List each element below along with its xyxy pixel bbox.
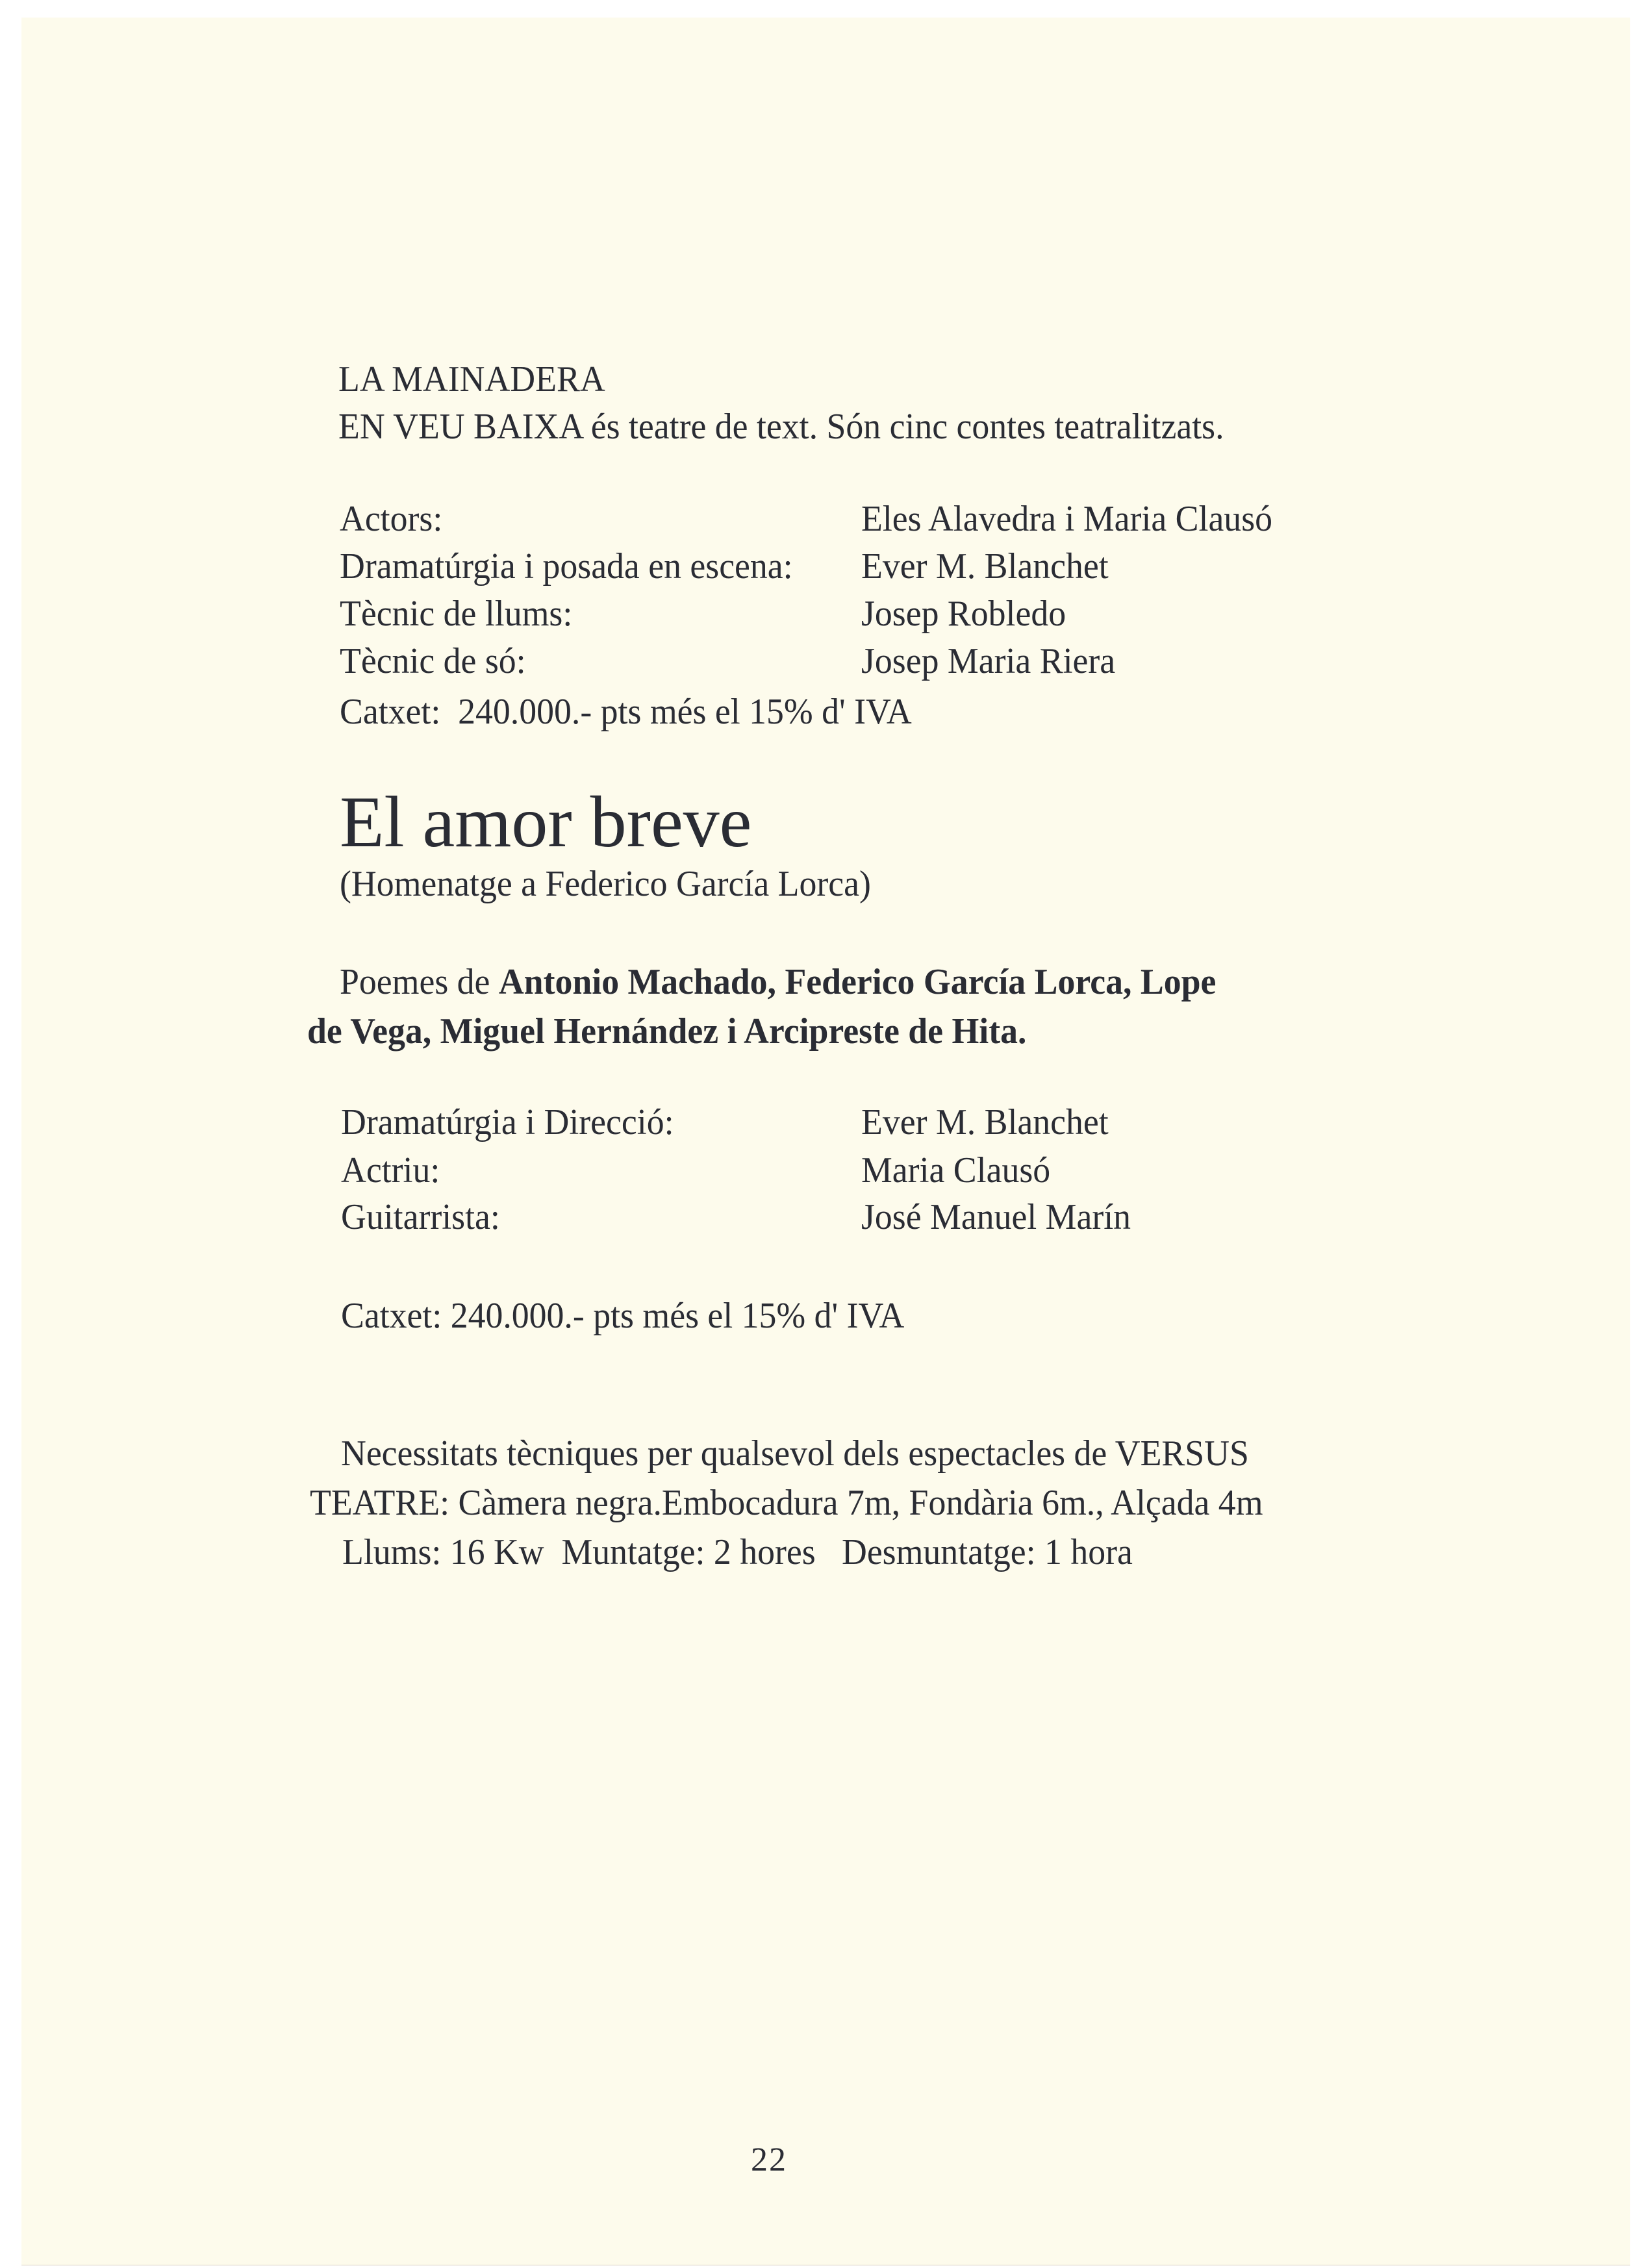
- poets-line-1: [340, 964, 1216, 1000]
- amor-breve-fee: Catxet: 240.000.- pts més el 15% d' IVA: [341, 1296, 905, 1336]
- poets-line-2: [307, 1013, 1026, 1050]
- credit-value-sound: Josep Maria Riera: [861, 641, 1116, 681]
- credit-label-direction: Dramatúrgia i Direcció:: [341, 1102, 674, 1142]
- credit-label-actors: Actors:: [340, 499, 443, 539]
- show-intro-line: [338, 409, 1224, 445]
- show-description: és teatre de text. Són cinc contes teatralitzats.: [590, 407, 1224, 447]
- credit-value-actors: Eles Alavedra i Maria Clausó: [861, 499, 1272, 539]
- company-heading: LA MAINADERA: [338, 359, 605, 399]
- page-number: 22: [751, 2141, 787, 2178]
- fee-line: [340, 694, 912, 730]
- fee-label: Catxet:: [340, 692, 441, 732]
- document-page: [21, 18, 1630, 2265]
- tech-line-3: Llums: 16 Kw Muntatge: 2 hores Desmuntatge: 1 hora: [342, 1532, 1133, 1572]
- credit-value-dramaturgy: Ever M. Blanchet: [861, 546, 1109, 586]
- tech-line-1: Necessitats tècniques per qualsevol dels espectacles de VERSUS: [341, 1433, 1249, 1474]
- credit-label-guitarist: Guitarrista:: [341, 1197, 500, 1237]
- credit-value-actress: Maria Clausó: [861, 1150, 1051, 1191]
- poets-names-2: de Vega, Miguel Hernández i Arcipreste de Hita.: [307, 1011, 1027, 1052]
- credit-value-guitarist: José Manuel Marín: [861, 1197, 1131, 1237]
- poets-names-1: Antonio Machado, Federico García Lorca, Lope: [498, 962, 1217, 1002]
- credit-label-actress: Actriu:: [341, 1150, 440, 1191]
- show-title: El amor breve: [340, 782, 752, 863]
- credit-value-direction: Ever M. Blanchet: [861, 1102, 1109, 1142]
- show-name: EN VEU BAIXA: [338, 407, 583, 447]
- fee-value: 240.000.- pts més el 15% d' IVA: [458, 692, 912, 732]
- poems-prefix: Poemes de: [340, 962, 490, 1002]
- credit-label-lighting: Tècnic de llums:: [340, 594, 573, 634]
- tech-line-2: TEATRE: Càmera negra.Embocadura 7m, Fondària 6m., Alçada 4m: [310, 1483, 1263, 1523]
- credit-label-dramaturgy: Dramatúrgia i posada en escena:: [340, 546, 793, 586]
- credit-value-lighting: Josep Robledo: [861, 594, 1066, 634]
- show-subtitle: (Homenatge a Federico García Lorca): [340, 864, 871, 904]
- credit-label-sound: Tècnic de só:: [340, 641, 526, 681]
